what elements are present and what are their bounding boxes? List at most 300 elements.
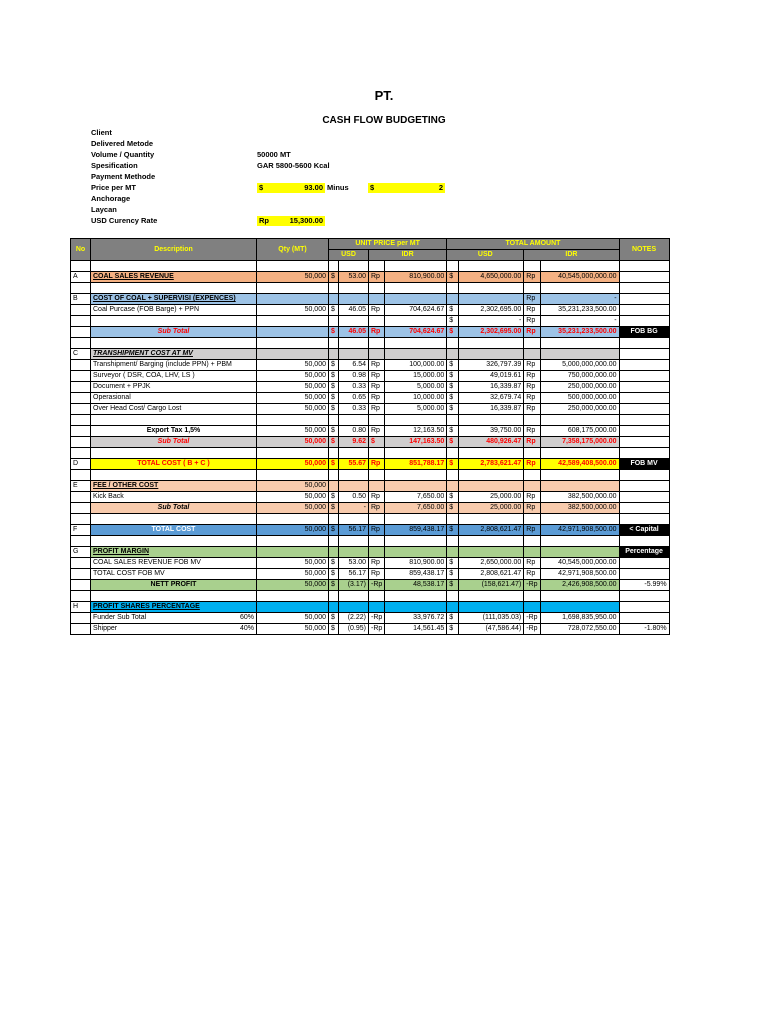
row-total-usd[interactable]: 4,650,000.00	[459, 272, 524, 283]
table-cell[interactable]	[71, 536, 91, 547]
row-total-usd[interactable]: -	[459, 316, 524, 327]
table-cell[interactable]	[91, 283, 257, 294]
row-notes[interactable]	[619, 602, 669, 613]
table-cell[interactable]	[257, 470, 329, 481]
row-qty[interactable]: 50,000	[257, 558, 329, 569]
row-total-idr-currency[interactable]: Rp	[524, 459, 540, 470]
table-cell[interactable]	[524, 536, 540, 547]
row-qty[interactable]: 50,000	[257, 272, 329, 283]
table-cell[interactable]	[339, 591, 369, 602]
row-unit-usd[interactable]: 0.50	[339, 492, 369, 503]
row-unit-idr[interactable]: 704,624.67	[385, 327, 447, 338]
row-notes[interactable]	[619, 426, 669, 437]
table-cell[interactable]	[540, 338, 619, 349]
row-no[interactable]: D	[71, 459, 91, 470]
row-notes[interactable]	[619, 371, 669, 382]
row-qty[interactable]: 50,000	[257, 459, 329, 470]
row-description[interactable]: Coal Purcase (FOB Barge) + PPN	[91, 305, 257, 316]
row-total-idr-currency[interactable]: Rp	[524, 492, 540, 503]
row-total-idr-currency[interactable]	[524, 602, 540, 613]
row-unit-idr[interactable]	[385, 547, 447, 558]
row-no[interactable]	[71, 305, 91, 316]
row-unit-idr[interactable]: 7,650.00	[385, 492, 447, 503]
row-description[interactable]: Sub Total	[91, 437, 257, 448]
row-notes[interactable]	[619, 294, 669, 305]
row-total-idr-currency[interactable]: Rp	[524, 503, 540, 514]
row-qty[interactable]	[257, 294, 329, 305]
header-notes[interactable]: NOTES	[619, 239, 669, 261]
table-cell[interactable]	[459, 415, 524, 426]
row-no[interactable]	[71, 503, 91, 514]
row-total-usd[interactable]	[459, 481, 524, 492]
row-no[interactable]	[71, 624, 91, 635]
table-cell[interactable]	[257, 514, 329, 525]
row-description[interactable]: TRANSHIPMENT COST AT MV	[91, 349, 257, 360]
table-cell[interactable]	[339, 514, 369, 525]
row-unit-usd[interactable]: 0.80	[339, 426, 369, 437]
row-total-idr-currency[interactable]: Rp	[524, 525, 540, 536]
row-unit-idr-currency[interactable]: Rp	[369, 360, 385, 371]
row-total-idr[interactable]: -	[540, 316, 619, 327]
table-cell[interactable]	[619, 448, 669, 459]
table-cell[interactable]	[619, 283, 669, 294]
table-cell[interactable]	[619, 514, 669, 525]
row-notes[interactable]: -5.99%	[619, 580, 669, 591]
row-qty[interactable]	[257, 327, 329, 338]
row-description[interactable]: TOTAL COST FOB MV	[91, 569, 257, 580]
table-cell[interactable]	[339, 470, 369, 481]
row-unit-usd-currency[interactable]: $	[329, 459, 339, 470]
row-unit-idr[interactable]: 859,438.17	[385, 525, 447, 536]
row-no[interactable]	[71, 580, 91, 591]
row-unit-usd-currency[interactable]: $	[329, 437, 339, 448]
row-no[interactable]	[71, 382, 91, 393]
row-unit-usd-currency[interactable]: $	[329, 525, 339, 536]
header-usd[interactable]: USD	[329, 250, 369, 261]
row-unit-usd-currency[interactable]	[329, 602, 339, 613]
row-qty[interactable]: 50,000	[257, 437, 329, 448]
table-cell[interactable]	[385, 591, 447, 602]
row-unit-idr-currency[interactable]: Rp	[369, 459, 385, 470]
table-cell[interactable]	[339, 536, 369, 547]
table-cell[interactable]	[329, 591, 339, 602]
row-notes[interactable]	[619, 316, 669, 327]
row-notes[interactable]	[619, 558, 669, 569]
row-unit-idr-currency[interactable]	[369, 481, 385, 492]
row-no[interactable]: C	[71, 349, 91, 360]
table-cell[interactable]	[459, 591, 524, 602]
row-unit-usd[interactable]: 56.17	[339, 569, 369, 580]
table-cell[interactable]	[524, 448, 540, 459]
row-qty[interactable]: 50,000	[257, 382, 329, 393]
table-cell[interactable]	[329, 470, 339, 481]
row-total-idr[interactable]: -	[540, 294, 619, 305]
row-unit-usd-currency[interactable]: $	[329, 624, 339, 635]
row-notes[interactable]	[619, 393, 669, 404]
row-unit-usd[interactable]: 53.00	[339, 272, 369, 283]
table-cell[interactable]	[369, 415, 385, 426]
table-cell[interactable]	[459, 338, 524, 349]
table-cell[interactable]	[257, 415, 329, 426]
header-total-amount[interactable]: TOTAL AMOUNT	[447, 239, 619, 250]
row-total-idr[interactable]: 382,500,000.00	[540, 492, 619, 503]
table-cell[interactable]	[385, 261, 447, 272]
row-unit-idr-currency[interactable]	[369, 316, 385, 327]
row-total-idr[interactable]: 5,000,000,000.00	[540, 360, 619, 371]
table-cell[interactable]	[369, 470, 385, 481]
row-unit-idr[interactable]: 704,624.67	[385, 305, 447, 316]
row-total-usd-currency[interactable]: $	[447, 525, 459, 536]
row-total-idr[interactable]: 42,971,908,500.00	[540, 569, 619, 580]
table-cell[interactable]	[459, 470, 524, 481]
row-qty[interactable]: 50,000	[257, 426, 329, 437]
table-cell[interactable]	[540, 470, 619, 481]
header-description[interactable]: Description	[91, 239, 257, 261]
row-total-idr[interactable]	[540, 349, 619, 360]
row-total-idr-currency[interactable]	[524, 547, 540, 558]
row-description[interactable]: Sub Total	[91, 503, 257, 514]
row-unit-idr-currency[interactable]: Rp	[369, 272, 385, 283]
table-cell[interactable]	[540, 591, 619, 602]
table-cell[interactable]	[329, 536, 339, 547]
table-cell[interactable]	[369, 338, 385, 349]
table-cell[interactable]	[329, 283, 339, 294]
row-total-usd-currency[interactable]	[447, 481, 459, 492]
row-total-idr-currency[interactable]: Rp	[524, 371, 540, 382]
row-unit-idr[interactable]	[385, 349, 447, 360]
row-unit-idr-currency[interactable]: Rp	[369, 503, 385, 514]
row-total-idr-currency[interactable]: -Rp	[524, 624, 540, 635]
row-unit-idr-currency[interactable]: Rp	[369, 327, 385, 338]
row-notes[interactable]	[619, 404, 669, 415]
row-description[interactable]: Operasional	[91, 393, 257, 404]
row-total-idr-currency[interactable]	[524, 481, 540, 492]
row-description[interactable]: PROFIT SHARES PERCENTAGE	[91, 602, 257, 613]
row-unit-idr[interactable]: 859,438.17	[385, 569, 447, 580]
table-cell[interactable]	[459, 514, 524, 525]
row-total-idr[interactable]: 1,698,835,950.00	[540, 613, 619, 624]
row-unit-idr[interactable]	[385, 481, 447, 492]
table-cell[interactable]	[91, 261, 257, 272]
table-cell[interactable]	[459, 283, 524, 294]
row-description[interactable]	[91, 624, 257, 635]
table-cell[interactable]	[257, 536, 329, 547]
row-unit-idr[interactable]: 810,900.00	[385, 558, 447, 569]
row-notes[interactable]: Percentage	[619, 547, 669, 558]
table-cell[interactable]	[257, 591, 329, 602]
row-unit-usd[interactable]	[339, 547, 369, 558]
row-unit-usd[interactable]: (3.17)	[339, 580, 369, 591]
row-qty[interactable]: 50,000	[257, 580, 329, 591]
row-unit-usd-currency[interactable]: $	[329, 393, 339, 404]
table-cell[interactable]	[540, 448, 619, 459]
row-total-idr-currency[interactable]: Rp	[524, 393, 540, 404]
table-cell[interactable]	[447, 514, 459, 525]
row-no[interactable]	[71, 569, 91, 580]
table-cell[interactable]	[71, 514, 91, 525]
row-notes[interactable]: FOB MV	[619, 459, 669, 470]
row-description[interactable]: Surveyor ( DSR, COA, LHV, LS )	[91, 371, 257, 382]
table-cell[interactable]	[329, 448, 339, 459]
row-total-usd[interactable]: 39,750.00	[459, 426, 524, 437]
row-unit-usd-currency[interactable]	[329, 349, 339, 360]
row-total-idr-currency[interactable]: Rp	[524, 327, 540, 338]
row-unit-idr-currency[interactable]	[369, 349, 385, 360]
row-total-idr[interactable]: 2,426,908,500.00	[540, 580, 619, 591]
row-total-usd[interactable]: 16,339.87	[459, 382, 524, 393]
row-no[interactable]: B	[71, 294, 91, 305]
row-total-usd-currency[interactable]: $	[447, 624, 459, 635]
row-total-usd-currency[interactable]: $	[447, 316, 459, 327]
row-total-idr[interactable]: 40,545,000,000.00	[540, 272, 619, 283]
table-cell[interactable]	[385, 283, 447, 294]
row-total-usd-currency[interactable]: $	[447, 558, 459, 569]
row-unit-idr-currency[interactable]: -Rp	[369, 624, 385, 635]
row-no[interactable]	[71, 558, 91, 569]
table-cell[interactable]	[524, 261, 540, 272]
table-cell[interactable]	[369, 591, 385, 602]
row-notes[interactable]	[619, 272, 669, 283]
row-total-usd-currency[interactable]: $	[447, 371, 459, 382]
row-total-idr[interactable]: 250,000,000.00	[540, 404, 619, 415]
row-unit-idr[interactable]: 48,538.17	[385, 580, 447, 591]
row-total-usd-currency[interactable]: $	[447, 360, 459, 371]
header-idr[interactable]: IDR	[369, 250, 447, 261]
table-cell[interactable]	[447, 448, 459, 459]
row-qty[interactable]	[257, 602, 329, 613]
row-total-idr-currency[interactable]: -Rp	[524, 580, 540, 591]
row-unit-idr[interactable]: 851,788.17	[385, 459, 447, 470]
row-total-usd-currency[interactable]	[447, 602, 459, 613]
row-unit-idr[interactable]: 100,000.00	[385, 360, 447, 371]
row-total-idr[interactable]	[540, 547, 619, 558]
table-cell[interactable]	[369, 261, 385, 272]
table-cell[interactable]	[459, 448, 524, 459]
row-no[interactable]	[71, 426, 91, 437]
table-cell[interactable]	[91, 470, 257, 481]
table-cell[interactable]	[540, 536, 619, 547]
row-unit-usd[interactable]	[339, 294, 369, 305]
row-total-idr[interactable]	[540, 481, 619, 492]
row-total-usd[interactable]	[459, 349, 524, 360]
row-unit-idr-currency[interactable]	[369, 294, 385, 305]
row-no[interactable]	[71, 371, 91, 382]
row-no[interactable]	[71, 613, 91, 624]
row-notes[interactable]	[619, 613, 669, 624]
row-description[interactable]: COAL SALES REVENUE	[91, 272, 257, 283]
row-unit-usd-currency[interactable]: $	[329, 569, 339, 580]
row-total-usd-currency[interactable]: $	[447, 569, 459, 580]
row-notes[interactable]	[619, 382, 669, 393]
row-qty[interactable]	[257, 316, 329, 327]
table-cell[interactable]	[329, 338, 339, 349]
row-unit-idr-currency[interactable]: Rp	[369, 305, 385, 316]
table-cell[interactable]	[447, 283, 459, 294]
table-cell[interactable]	[540, 283, 619, 294]
row-total-usd-currency[interactable]: $	[447, 492, 459, 503]
row-total-usd[interactable]: 25,000.00	[459, 503, 524, 514]
table-cell[interactable]	[459, 261, 524, 272]
row-unit-usd[interactable]: 0.33	[339, 404, 369, 415]
row-notes[interactable]	[619, 437, 669, 448]
row-total-usd[interactable]: 480,926.47	[459, 437, 524, 448]
row-qty[interactable]: 50,000	[257, 371, 329, 382]
row-qty[interactable]: 50,000	[257, 360, 329, 371]
table-cell[interactable]	[524, 514, 540, 525]
row-total-usd[interactable]: 2,808,621.47	[459, 525, 524, 536]
row-unit-usd-currency[interactable]: $	[329, 371, 339, 382]
row-unit-usd-currency[interactable]: $	[329, 613, 339, 624]
row-total-usd-currency[interactable]: $	[447, 393, 459, 404]
table-cell[interactable]	[91, 448, 257, 459]
header-unit-price[interactable]: UNIT PRICE per MT	[329, 239, 447, 250]
row-no[interactable]	[71, 393, 91, 404]
table-cell[interactable]	[619, 415, 669, 426]
row-description[interactable]: NETT PROFIT	[91, 580, 257, 591]
row-no[interactable]: H	[71, 602, 91, 613]
row-description[interactable]: Sub Total	[91, 327, 257, 338]
row-qty[interactable]: 50,000	[257, 404, 329, 415]
row-unit-usd[interactable]: 55.67	[339, 459, 369, 470]
row-unit-usd[interactable]: (2.22)	[339, 613, 369, 624]
row-qty[interactable]	[257, 547, 329, 558]
table-cell[interactable]	[329, 261, 339, 272]
table-cell[interactable]	[540, 415, 619, 426]
row-total-idr-currency[interactable]: Rp	[524, 360, 540, 371]
row-notes[interactable]	[619, 503, 669, 514]
row-no[interactable]: A	[71, 272, 91, 283]
row-no[interactable]	[71, 316, 91, 327]
row-total-usd-currency[interactable]: $	[447, 305, 459, 316]
row-description[interactable]: PROFIT MARGIN	[91, 547, 257, 558]
row-total-usd-currency[interactable]: $	[447, 426, 459, 437]
table-cell[interactable]	[385, 415, 447, 426]
row-total-idr[interactable]: 250,000,000.00	[540, 382, 619, 393]
row-unit-idr[interactable]: 147,163.50	[385, 437, 447, 448]
row-unit-usd-currency[interactable]: $	[329, 426, 339, 437]
row-unit-usd[interactable]: 0.33	[339, 382, 369, 393]
table-cell[interactable]	[71, 591, 91, 602]
table-cell[interactable]	[257, 261, 329, 272]
row-total-usd[interactable]: 2,783,621.47	[459, 459, 524, 470]
row-unit-usd[interactable]: 0.65	[339, 393, 369, 404]
row-unit-usd-currency[interactable]: $	[329, 404, 339, 415]
table-cell[interactable]	[540, 261, 619, 272]
row-unit-usd-currency[interactable]: $	[329, 272, 339, 283]
row-total-usd[interactable]: 2,302,695.00	[459, 305, 524, 316]
row-description[interactable]: FEE / OTHER COST	[91, 481, 257, 492]
row-total-usd[interactable]	[459, 602, 524, 613]
row-unit-usd-currency[interactable]: $	[329, 382, 339, 393]
row-description[interactable]: Transhipment/ Barging (include PPN) + PBM	[91, 360, 257, 371]
table-cell[interactable]	[619, 338, 669, 349]
row-unit-usd[interactable]: 6.54	[339, 360, 369, 371]
row-total-usd-currency[interactable]	[447, 294, 459, 305]
row-total-idr-currency[interactable]: Rp	[524, 437, 540, 448]
row-total-idr[interactable]: 42,971,908,500.00	[540, 525, 619, 536]
row-qty[interactable]: 50,000	[257, 393, 329, 404]
row-notes[interactable]	[619, 492, 669, 503]
header-usd-total[interactable]: USD	[447, 250, 524, 261]
row-unit-idr-currency[interactable]: Rp	[369, 525, 385, 536]
row-total-idr[interactable]: 42,589,408,500.00	[540, 459, 619, 470]
row-no[interactable]: E	[71, 481, 91, 492]
row-total-idr-currency[interactable]: Rp	[524, 382, 540, 393]
row-notes[interactable]: -1.80%	[619, 624, 669, 635]
row-unit-idr-currency[interactable]: Rp	[369, 371, 385, 382]
table-cell[interactable]	[71, 338, 91, 349]
row-total-usd-currency[interactable]: $	[447, 327, 459, 338]
row-notes[interactable]	[619, 349, 669, 360]
row-unit-usd[interactable]: 53.00	[339, 558, 369, 569]
row-total-usd[interactable]: 2,650,000.00	[459, 558, 524, 569]
row-unit-usd-currency[interactable]: $	[329, 305, 339, 316]
row-total-idr[interactable]: 382,500,000.00	[540, 503, 619, 514]
row-unit-idr-currency[interactable]	[369, 547, 385, 558]
table-cell[interactable]	[459, 536, 524, 547]
row-total-idr[interactable]: 500,000,000.00	[540, 393, 619, 404]
table-cell[interactable]	[71, 448, 91, 459]
table-cell[interactable]	[339, 415, 369, 426]
row-total-usd[interactable]: 49,019.61	[459, 371, 524, 382]
row-total-idr[interactable]: 40,545,000,000.00	[540, 558, 619, 569]
row-unit-usd-currency[interactable]	[329, 547, 339, 558]
row-no[interactable]	[71, 360, 91, 371]
row-description[interactable]	[91, 316, 257, 327]
row-notes[interactable]	[619, 569, 669, 580]
table-cell[interactable]	[540, 514, 619, 525]
row-qty[interactable]: 50,000	[257, 503, 329, 514]
row-qty[interactable]: 50,000	[257, 569, 329, 580]
row-unit-idr[interactable]: 12,163.50	[385, 426, 447, 437]
row-description[interactable]: TOTAL COST	[91, 525, 257, 536]
row-total-idr-currency[interactable]: Rp	[524, 404, 540, 415]
row-qty[interactable]: 50,000	[257, 613, 329, 624]
table-cell[interactable]	[447, 470, 459, 481]
table-cell[interactable]	[369, 536, 385, 547]
header-qty[interactable]: Qty (MT)	[257, 239, 329, 261]
row-unit-idr-currency[interactable]: -Rp	[369, 580, 385, 591]
row-total-idr[interactable]: 728,072,550.00	[540, 624, 619, 635]
table-cell[interactable]	[524, 338, 540, 349]
table-cell[interactable]	[385, 338, 447, 349]
row-unit-idr[interactable]: 5,000.00	[385, 382, 447, 393]
table-cell[interactable]	[524, 415, 540, 426]
table-cell[interactable]	[385, 514, 447, 525]
row-unit-usd[interactable]: (0.95)	[339, 624, 369, 635]
row-unit-idr-currency[interactable]	[369, 602, 385, 613]
table-cell[interactable]	[91, 514, 257, 525]
table-cell[interactable]	[524, 470, 540, 481]
table-cell[interactable]	[619, 470, 669, 481]
row-unit-usd[interactable]: 0.98	[339, 371, 369, 382]
row-unit-idr[interactable]: 15,000.00	[385, 371, 447, 382]
table-cell[interactable]	[369, 448, 385, 459]
row-total-usd[interactable]: (111,035.03)	[459, 613, 524, 624]
row-total-idr-currency[interactable]: Rp	[524, 305, 540, 316]
row-total-usd-currency[interactable]: $	[447, 613, 459, 624]
row-total-usd-currency[interactable]: $	[447, 459, 459, 470]
row-unit-idr-currency[interactable]: -Rp	[369, 613, 385, 624]
table-cell[interactable]	[91, 591, 257, 602]
row-total-usd-currency[interactable]: $	[447, 382, 459, 393]
row-unit-idr-currency[interactable]: Rp	[369, 393, 385, 404]
table-cell[interactable]	[71, 415, 91, 426]
table-cell[interactable]	[447, 261, 459, 272]
row-unit-usd-currency[interactable]: $	[329, 580, 339, 591]
row-unit-usd[interactable]: 56.17	[339, 525, 369, 536]
row-description[interactable]: TOTAL COST ( B + C )	[91, 459, 257, 470]
